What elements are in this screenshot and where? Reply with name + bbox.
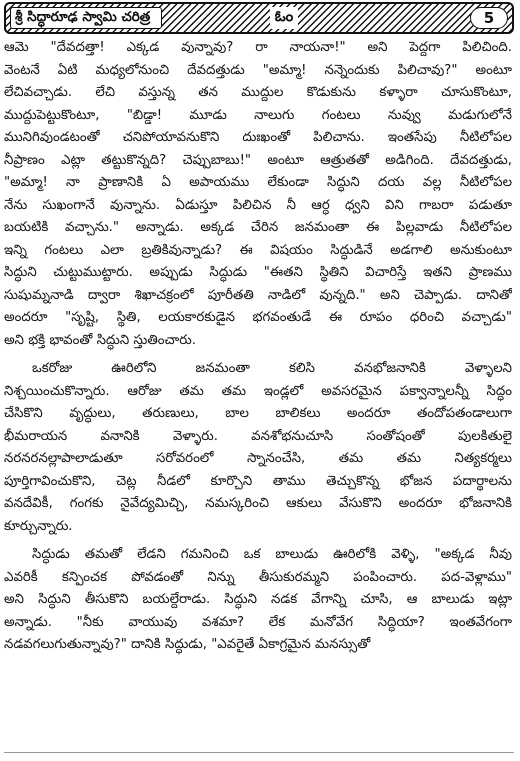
text-line: లేచివచ్చాడు. లేచి వస్తున్న తన ముద్దుల కొడుకును కళ్ళారా చూసుకొంటూ, [4, 85, 512, 100]
book-title: శ్రీ సిద్ధారూఢ స్వామి చరిత్ర [10, 7, 162, 29]
text-line: పూర్తిగావించుకొని, చెట్ల నీడలో కూర్చొని తాము తెచ్చుకొన్న భోజన పదార్థాలను [4, 473, 512, 489]
text-line: సిద్ధుడు తమతో లేడని గమనించి ఒక బాలుడు ఊరిలోకి వెళ్ళి, "అక్కడ నీవు [32, 547, 512, 562]
text-line: ఎవరికీ కన్పించక పోవడంతో నిన్ను తీసుకురమ్మని పంపించారు. పద-వెళ్లాము" [4, 569, 512, 585]
paragraph [4, 358, 512, 538]
text-line: వెంటనే ఏటి మధ్యలోనుంచి దేవదత్తుడు "అమ్మా! నన్నెందుకు పిలిచావు?" అంటూ [4, 62, 512, 78]
text-line: ఆమె "దేవదత్తా! ఎక్కడ వున్నావు? రా నాయనా!" అని పెద్దగా పిలిచింది. [4, 40, 512, 55]
text-line: కూర్చున్నారు. [4, 518, 73, 534]
text-line: అందరూ "సృష్టి, స్థితి, లయకారకుడైన భగవంతుడే ఈ రూపం ధరించి వచ్చాడు" [4, 310, 512, 325]
paragraph [4, 37, 512, 352]
text-line: మునిగివుండటంతో చనిపోయావనుకొని దుఃఖంతో పిలిచాను. ఇంతసేపు నీటిలోపల [4, 130, 512, 145]
text-line: ముద్దుపెట్టుకొంటూ, "బిడ్డా! మూడు నాలుగు గంటలు నువ్వు మడుగులోనే [4, 107, 512, 123]
text-line: నేను సుఖంగానే వున్నాను. ఏడుస్తూ పిలిచిన నీ ఆర్ధ ధ్వని విని గాబరా పడుతూ [4, 197, 512, 213]
text-line: అని భక్తి భావంతో సిద్ధుని స్తుతించారు. [4, 332, 196, 348]
text-line: నడవగలుగుతున్నావు?" దానికి సిద్ధుడు, "ఎవరైతే ఏకాగ్రమైన మనస్సుతో [4, 637, 371, 652]
text-line: సుషుమ్ననాడి ద్వారా శిఖాచక్రంలో పూరీతతి నాడిలో వున్నది." అని చెప్పాడు. దానితో [4, 287, 512, 303]
bottom-rule [4, 752, 514, 759]
paragraph [4, 544, 512, 657]
om-emblem-icon: ఓం [270, 7, 298, 29]
text-line: అని సిద్ధుని తీసుకొని బయల్దేరాడు. సిద్ధుని నడక వేగాన్ని చూసి, ఆ బాలుడు ఇట్లా [4, 592, 512, 607]
page-header [4, 2, 514, 34]
text-line: నీప్రాణం ఎట్లా తట్టుకొన్నది? చెప్పుబాబు!" అంటూ ఆత్రుతతో అడిగింది. దేవదత్తుడు, [4, 152, 512, 168]
text-line: నరనరనల్లాపాలాడుతూ సరోవరంలో స్నానంచేసి, తమ తమ నిత్యకర్మలు [4, 451, 512, 466]
text-line: బయటికి వచ్చాను." అన్నాడు. అక్కడ చేరిన జనమంతా ఈ పిల్లవాడు నీటిలోపల [4, 220, 512, 235]
text-line: నిశ్చయించుకొన్నారు. ఆరోజు తమ తమ ఇండ్లలో అవసరమైన పక్వాన్నాలన్నీ సిద్ధం [4, 383, 512, 399]
text-line: అన్నాడు. "నీకు వాయువు వశమా? లేక మనోవేగ సిద్ధియా? ఇంతవేగంగా [4, 614, 512, 630]
text-line: ఇన్ని గంటలు ఎలా బ్రతికివున్నాడు? ఈ విషయం సిద్ధుడినే అడగాలి అనుకుంటూ [4, 242, 512, 258]
page-body [4, 37, 512, 663]
text-line: చేసికొని వృద్ధులు, తరుణులు, బాల బాలికలు అందరూ తందోపతండాలుగా [4, 406, 512, 421]
text-line: వనదేవికీ, గంగకు నైవేద్యమిచ్చి, నమస్కరించి ఆకులు వేసుకొని అందరూ భోజనానికి [4, 496, 512, 511]
text-line: "అమ్మా! నా ప్రాణానికి ఏ అపాయము లేకుండా సిద్ధుని దయ వల్ల నీటిలోపల [4, 175, 512, 190]
text-line: ఒకరోజు ఊరిలోని జనమంతా కలిసి వనభోజనానికి వెళ్ళాలని [32, 361, 512, 376]
text-line: భీమరాయన వనానికి వెళ్ళారు. వనశోభనుచూసి సంతోషంతో పులకితులై [4, 428, 512, 444]
text-line: సిద్ధుని చుట్టుముట్టారు. అప్పుడు సిద్ధుడు "ఈతని స్థితిని విచారిస్తే ఇతని ప్రాణము [4, 265, 512, 280]
page-number: 5 [470, 7, 508, 29]
